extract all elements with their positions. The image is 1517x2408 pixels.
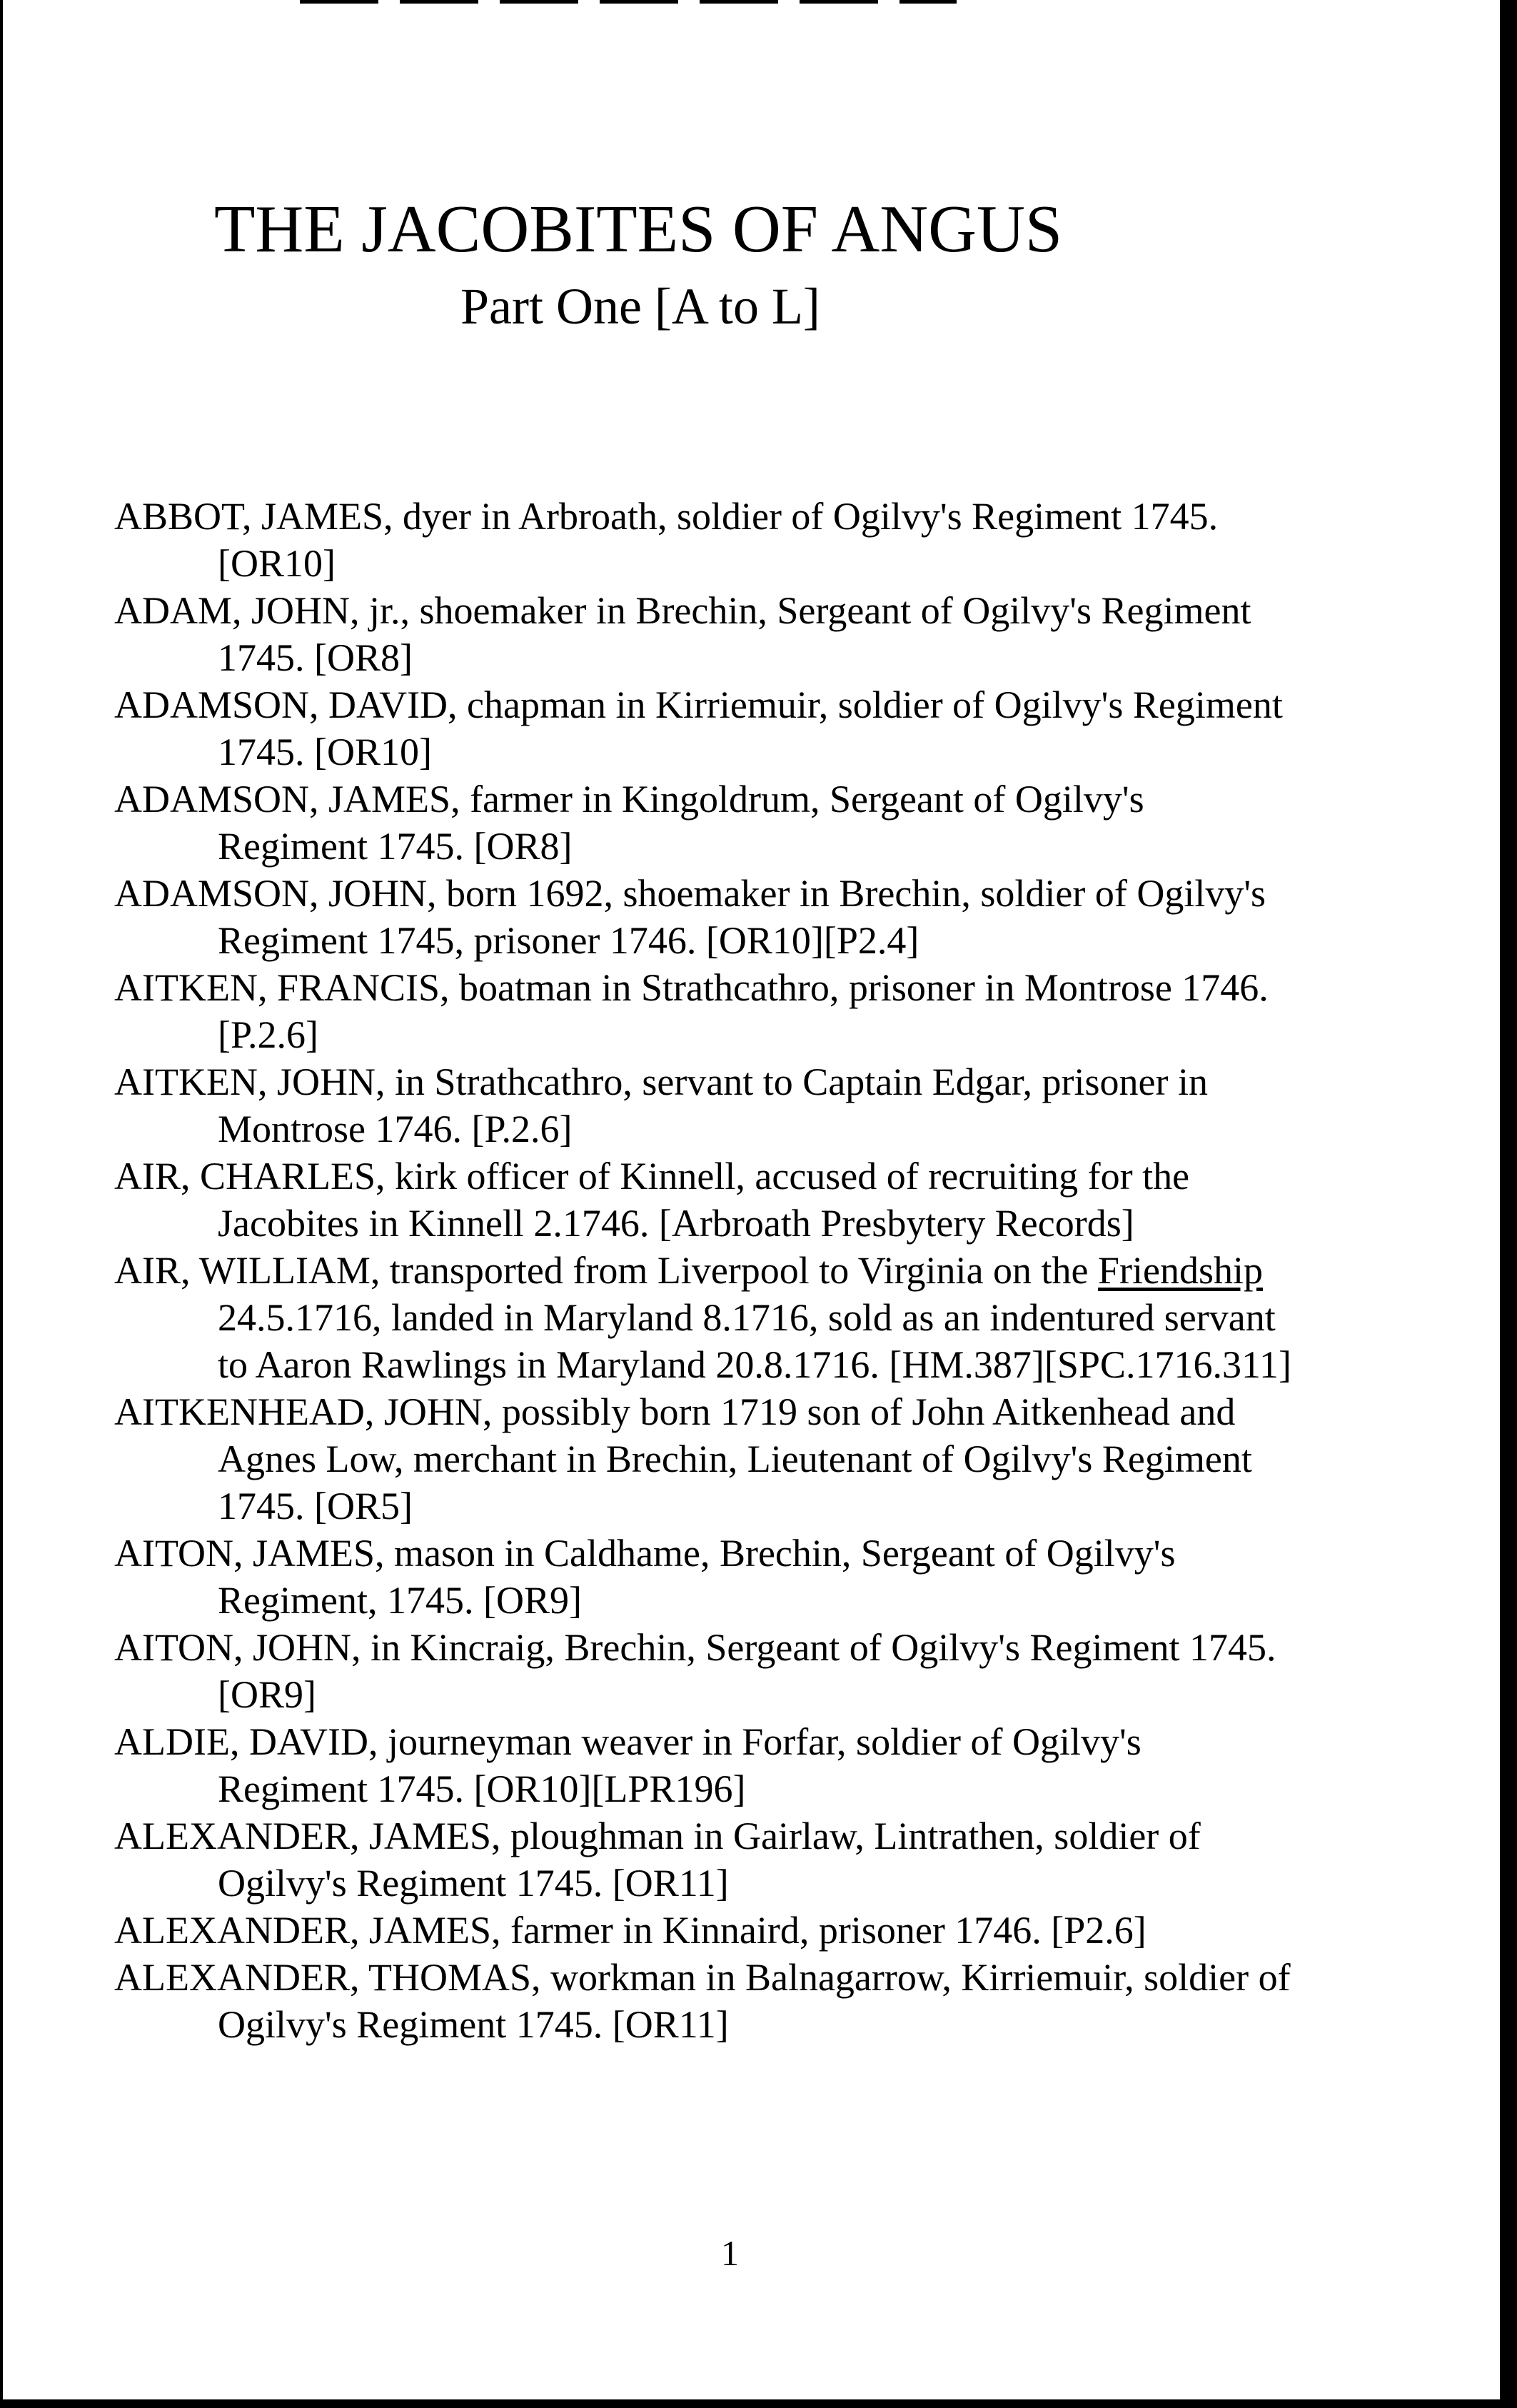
ship-name: Friendship (1098, 1249, 1264, 1292)
entry-abbot-james: ABBOT, JAMES, dyer in Arbroath, soldier of Ogilvy's Regiment 1745. [OR10] (114, 495, 1219, 585)
entry-air-william-text-after: 24.5.1716, landed in Maryland 8.1716, sold as an indentured servant to Aaron Rawlings in Maryland 20.8.1716. [HM.387][SPC.1716.311] (218, 1296, 1291, 1386)
entry-alexander-james-kinnaird: ALEXANDER, JAMES, farmer in Kinnaird, prisoner 1746. [P2.6] (114, 1909, 1146, 1952)
entry-air-william (114, 1247, 1299, 1388)
page-left-edge (0, 0, 3, 2408)
page-bottom-edge (0, 2399, 1517, 2408)
entry-adamson-john: ADAMSON, JOHN, born 1692, shoemaker in Brechin, soldier of Ogilvy's Regiment 1745, prisoner 1746. [OR10][P2.4] (114, 872, 1266, 962)
entry-aitkenhead-john: AITKENHEAD, JOHN, possibly born 1719 son of John Aitkenhead and Agnes Low, merchant in Brechin, Lieutenant of Ogilvy's Regiment 1745. [OR5] (114, 1390, 1252, 1527)
page-right-edge (1500, 0, 1517, 2408)
entry-aitken-john: AITKEN, JOHN, in Strathcathro, servant to Captain Edgar, prisoner in Montrose 1746. [P.2.6] (114, 1060, 1208, 1150)
entry-aitken-francis: AITKEN, FRANCIS, boatman in Strathcathro, prisoner in Montrose 1746. [P.2.6] (114, 966, 1269, 1056)
entry-adam-john: ADAM, JOHN, jr., shoemaker in Brechin, Sergeant of Ogilvy's Regiment 1745. [OR8] (114, 589, 1251, 679)
page-top-edge (300, 0, 957, 4)
page-subtitle: Part One [A to L] (460, 278, 820, 335)
entry-list (114, 493, 1299, 2048)
entry-air-william-text-before: AIR, WILLIAM, transported from Liverpool to Virginia on the (114, 1249, 1099, 1292)
entry-adamson-david: ADAMSON, DAVID, chapman in Kirriemuir, soldier of Ogilvy's Regiment 1745. [OR10] (114, 683, 1283, 773)
entry-aiton-james: AITON, JAMES, mason in Caldhame, Brechin, Sergeant of Ogilvy's Regiment, 1745. [OR9] (114, 1532, 1176, 1622)
page-number: 1 (721, 2233, 739, 2273)
entry-air-charles: AIR, CHARLES, kirk officer of Kinnell, accused of recruiting for the Jacobites in Kinnell 2.1746. [Arbroath Presbytery Records] (114, 1155, 1190, 1245)
entry-aiton-john: AITON, JOHN, in Kincraig, Brechin, Sergeant of Ogilvy's Regiment 1745.[OR9] (114, 1626, 1276, 1716)
page-title: THE JACOBITES OF ANGUS (214, 192, 1063, 266)
entry-alexander-james-gairlaw: ALEXANDER, JAMES, ploughman in Gairlaw, Lintrathen, soldier of Ogilvy's Regiment 1745. [OR11] (114, 1815, 1201, 1905)
entry-alexander-thomas: ALEXANDER, THOMAS, workman in Balnagarrow, Kirriemuir, soldier of Ogilvy's Regiment 1745. [OR11] (114, 1956, 1291, 2046)
entry-adamson-james: ADAMSON, JAMES, farmer in Kingoldrum, Sergeant of Ogilvy's Regiment 1745. [OR8] (114, 778, 1144, 868)
entry-aldie-david: ALDIE, DAVID, journeyman weaver in Forfar, soldier of Ogilvy's Regiment 1745. [OR10][LPR196] (114, 1720, 1141, 1810)
